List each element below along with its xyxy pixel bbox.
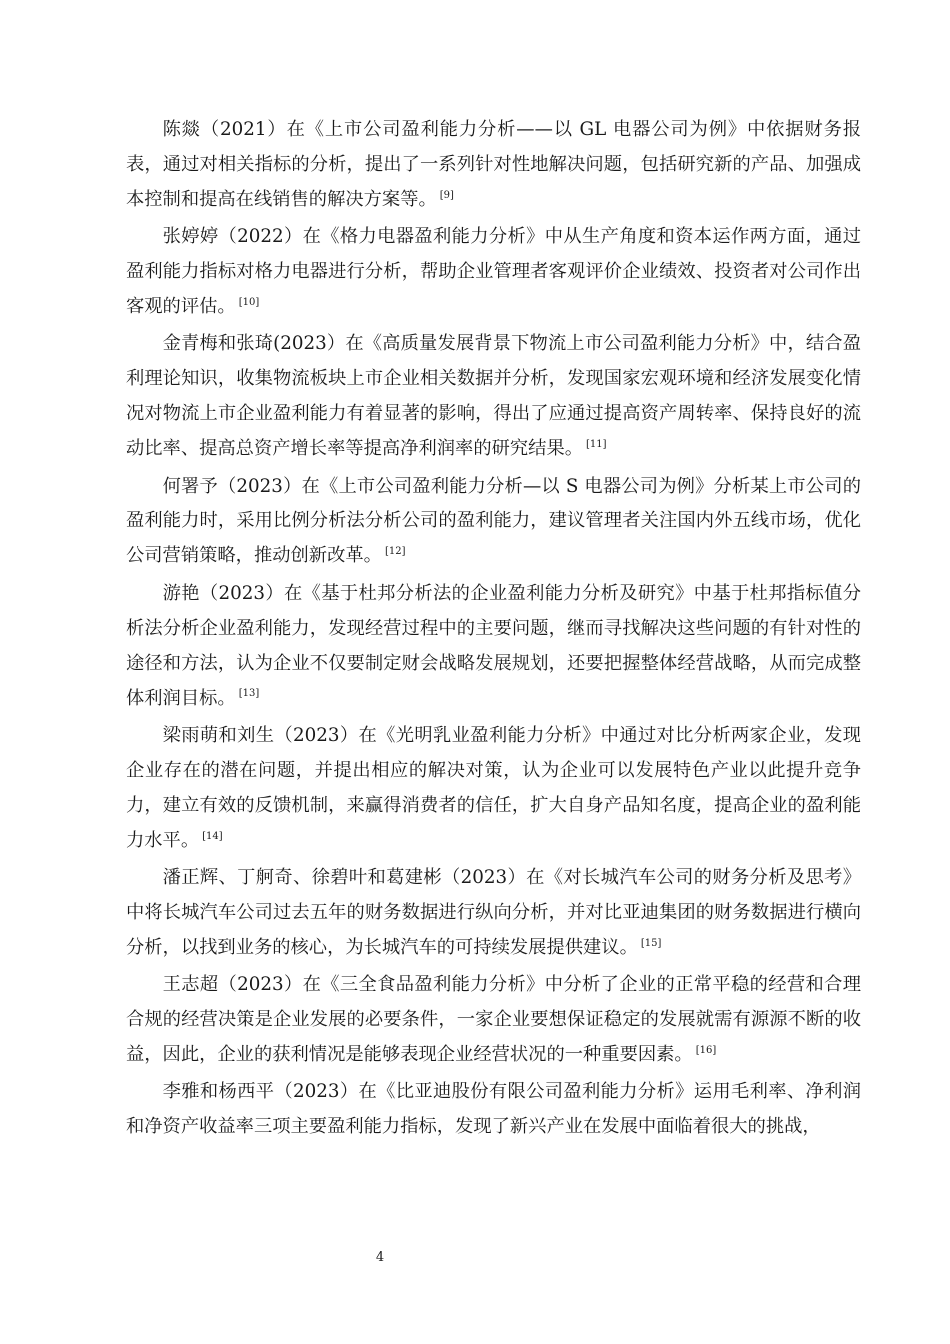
paragraph [126,113,861,218]
citation-ref: [16] [695,1044,717,1056]
citation-ref: [15] [640,937,662,949]
paragraph-text: 潘正辉、丁舸奇、徐碧叶和葛建彬（2023）在《对长城汽车公司的财务分析及思考》中将长城汽车公司过去五年的财务数据进行纵向分析，并对比亚迪集团的财务数据进行横向分析，以找到业务的核心，为长城汽车的可持续发展提供建议。 [126,867,861,958]
citation-ref: [11] [586,439,607,451]
paragraph-text: 金青梅和张琦(2023）在《高质量发展背景下物流上市公司盈利能力分析》中，结合盈利理论知识，收集物流板块上市企业相关数据并分析，发现国家宏观环境和经济发展变化情况对物流上市企业盈利能力有着显著的影响，得出了应通过提高资产周转率、保持良好的流动比率、提高总资产增长率等提高净利润率的研究结果。 [126,333,861,460]
paragraph [126,327,861,467]
citation-ref: [9] [439,189,454,201]
body-text [126,113,861,1148]
paragraph [126,861,861,966]
paragraph-text: 游艳（2023）在《基于杜邦分析法的企业盈利能力分析及研究》中基于杜邦指标值分析法分析企业盈利能力，发现经营过程中的主要问题，继而寻找解决这些问题的有针对性的途径和方法，认为企业不仅要制定财会战略发展规划，还要把握整体经营战略，从而完成整体利润目标。 [126,582,861,709]
paragraph [126,577,861,717]
citation-ref: [12] [384,546,406,558]
paragraph [126,220,861,325]
paragraph-text: 李雅和杨西平（2023）在《比亚迪股份有限公司盈利能力分析》运用毛利率、净利润和净资产收益率三项主要盈利能力指标，发现了新兴产业在发展中面临着很大的挑战， [126,1081,861,1138]
paragraph [126,470,861,575]
paragraph-text: 王志超（2023）在《三全食品盈利能力分析》中分析了企业的正常平稳的经营和合理合规的经营决策是企业发展的必要条件，一家企业要想保证稳定的发展就需有源源不断的收益，因此，企业的获利情况是能够表现企业经营状况的一种重要因素。 [126,974,861,1066]
paragraph-text: 何署予（2023）在《上市公司盈利能力分析—以 S 电器公司为例》分析某上市公司的盈利能力时，采用比例分析法分析公司的盈利能力，建议管理者关注国内外五线市场，优化公司营销策略，推动创新改革。 [126,475,861,567]
citation-ref: [13] [238,688,260,700]
citation-ref: [14] [202,830,223,842]
paragraph [126,1075,861,1145]
citation-ref: [10] [238,296,260,308]
paragraph-text: 张婷婷（2022）在《格力电器盈利能力分析》中从生产角度和资本运作两方面，通过盈利能力指标对格力电器进行分析，帮助企业管理者客观评价企业绩效、投资者对公司作出客观的评估。 [126,226,861,318]
paragraph-text: 陈燚（2021）在《上市公司盈利能力分析——以 GL 电器公司为例》中依据财务报表，通过对相关指标的分析，提出了一系列针对性地解决问题，包括研究新的产品、加强成本控制和提高在线销售的解决方案等。 [126,119,861,210]
page-number: 4 [375,1250,385,1265]
paragraph [126,968,861,1073]
paragraph-text: 梁雨萌和刘生（2023）在《光明乳业盈利能力分析》中通过对比分析两家企业，发现企业存在的潜在问题，并提出相应的解决对策，认为企业可以发展特色产业以此提升竞争力，建立有效的反馈机制，来赢得消费者的信任，扩大自身产品知名度，提高企业的盈利能力水平。 [126,724,861,851]
paragraph [126,719,861,859]
